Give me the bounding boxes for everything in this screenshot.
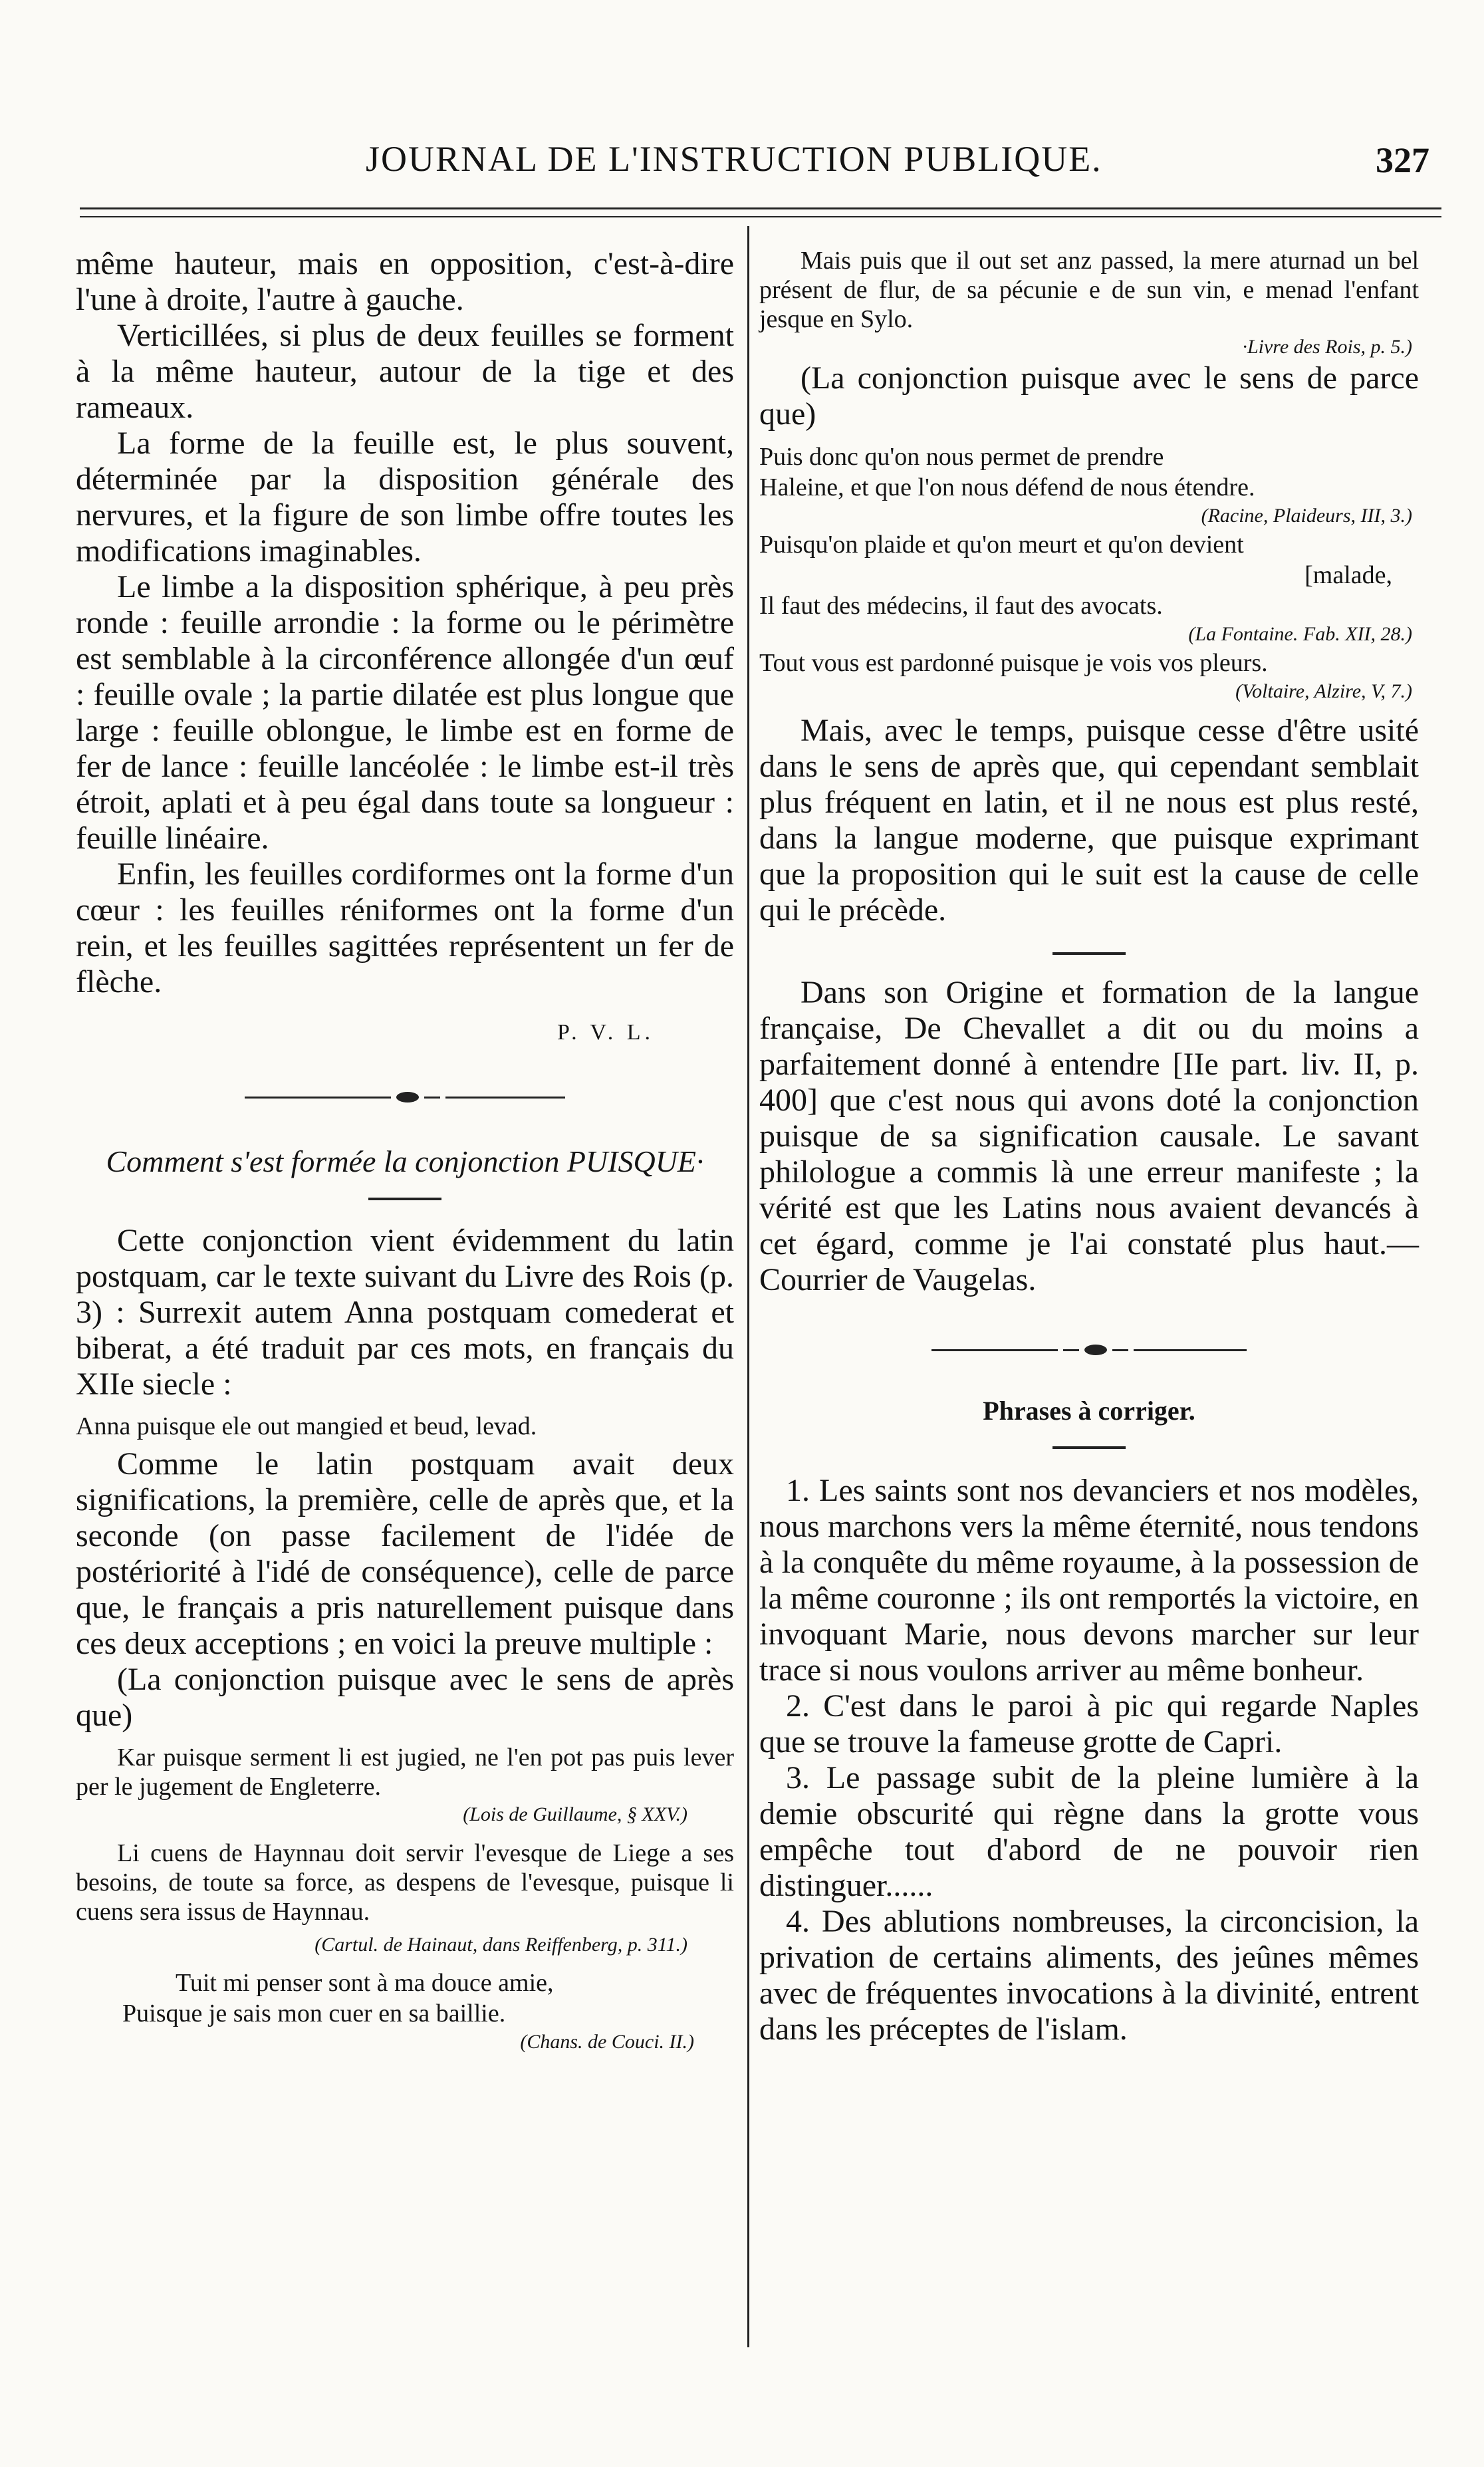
verse-line: Il faut des médecins, il faut des avocats.	[759, 592, 1163, 620]
header-rule	[80, 207, 1441, 217]
page-number: 327	[1376, 140, 1429, 180]
page-header	[80, 138, 1436, 198]
citation: (Lois de Guillaume, § XXV.)	[463, 1803, 687, 1825]
ornament-divider	[759, 1345, 1419, 1355]
short-rule	[1052, 952, 1126, 955]
quote: Anna puisque ele out mangied et beud, levad.	[76, 1412, 537, 1440]
list-item: 1. Les saints sont nos devanciers et nos modèles, nous marchons vers la même éternité, nous tendons à la conquête du même royaume, à la possession de la même couronne ; ils ont remportés la victoire, en invoquant Marie, nous devons marcher sur leur trace si nous voulons arriver au même bonheur.	[759, 1473, 1419, 1688]
list-item: 4. Des ablutions nombreuses, la circoncision, la privation de certains aliments, des jeûnes mêmes avec de fréquentes invocations à la divinité, entrent dans les préceptes de l'islam.	[759, 1904, 1419, 2047]
verse-line: Tuit mi penser sont à ma douce amie,	[176, 1969, 554, 1997]
citation: (Chans. de Couci. II.)	[520, 2031, 694, 2053]
short-rule	[368, 1198, 441, 1200]
paragraph: même hauteur, mais en opposition, c'est-à-dire l'une à droite, l'autre à gauche.	[76, 246, 734, 317]
paragraph: Comme le latin postquam avait deux significations, la première, celle de après que, et la seconde (on passe facilement de l'idée de postériorité à l'idé de conséquence), celle de parce que, le français a pris naturellement puisque dans ces deux acceptions ; en voici la preuve multiple :	[76, 1446, 734, 1661]
citation: (La Fontaine. Fab. XII, 28.)	[1188, 623, 1412, 645]
column-divider	[747, 226, 749, 2347]
citation: (Racine, Plaideurs, III, 3.)	[1201, 505, 1412, 527]
right-column	[759, 246, 1419, 2047]
section-title: Comment s'est formée la conjonction PUISQUE·	[106, 1144, 704, 1178]
paragraph: Verticillées, si plus de deux feuilles se forment à la même hauteur, autour de la tige et des rameaux.	[76, 318, 734, 425]
paragraph: Dans son Origine et formation de la langue française, De Chevallet a dit ou du moins a parfaitement donné à entendre [IIe part. liv. II, p. 400] que c'est nous qui avons doté la conjonction puisque de sa signification causale. Le savant philologue a commis là une erreur manifeste ; la vérité est que les Latins nous avaient devancés à cet égard, comme je l'ai constaté plus haut.—Courrier de Vaugelas.	[759, 975, 1419, 1297]
paragraph: Mais, avec le temps, puisque cesse d'être usité dans le sens de après que, qui cependant semblait plus fréquent en latin, et il ne nous est plus resté, dans la langue moderne, que puisque exprimant que la proposition qui le suit est la cause de celle qui le précède.	[759, 713, 1419, 928]
left-column	[76, 246, 734, 2055]
citation: (Cartul. de Hainaut, dans Reiffenberg, p. 311.)	[314, 1934, 687, 1956]
paragraph: (La conjonction puisque avec le sens de après que)	[76, 1662, 734, 1733]
verse-line: Haleine, et que l'on nous défend de nous étendre.	[759, 473, 1255, 501]
paragraph: Cette conjonction vient évidemment du latin postquam, car le texte suivant du Livre des Rois (p. 3) : Surrexit autem Anna postquam comederat et biberat, a été traduit par ces mots, en français du XIIe siecle :	[76, 1223, 734, 1402]
list-item: 2. C'est dans le paroi à pic qui regarde Naples que se trouve la fameuse grotte de Capri.	[759, 1688, 1419, 1759]
list-item: 3. Le passage subit de la pleine lumière à la demie obscurité qui règne dans la grotte vous empêche tout d'abord de ne pouvoir rien distinguer......	[759, 1760, 1419, 1903]
verse-line: [malade,	[1304, 561, 1392, 589]
paragraph: (La conjonction puisque avec le sens de parce que)	[759, 360, 1419, 432]
verse-line: Puisque je sais mon cuer en sa baillie.	[122, 2000, 506, 2027]
verse-line: Puis donc qu'on nous permet de prendre	[759, 443, 1164, 471]
quote: Mais puis que il out set anz passed, la mere aturnad un bel présent de flur, de sa pécunie e de sun vin, e menad l'enfant jesque en Sylo.	[759, 247, 1419, 333]
journal-title: JOURNAL DE L'INSTRUCTION PUBLIQUE.	[366, 139, 1102, 179]
section-title: Phrases à corriger.	[983, 1396, 1195, 1426]
quote: Kar puisque serment li est jugied, ne l'en pot pas puis lever per le jugement de Engleterre.	[76, 1744, 734, 1801]
quote: Li cuens de Haynnau doit servir l'evesque de Liege a ses besoins, de toute sa force, as despens de l'evesque, puisque li cuens sera issus de Haynnau.	[76, 1839, 734, 1926]
citation: (Voltaire, Alzire, V, 7.)	[1235, 680, 1412, 702]
citation: ·Livre des Rois, p. 5.)	[1242, 336, 1412, 358]
paragraph: Le limbe a la disposition sphérique, à peu près ronde : feuille arrondie : la forme ou le périmètre est semblable à la circonférence allongée d'un œuf : feuille ovale ; la partie dilatée est plus longue que large : feuille oblongue, le limbe est en forme de fer de lance : feuille lancéolée : le limbe est-il très étroit, aplati et à peu égal dans toute sa longueur : feuille linéaire.	[76, 569, 734, 856]
verse-line: Puisqu'on plaide et qu'on meurt et qu'on devient	[759, 531, 1244, 559]
short-rule	[1052, 1446, 1126, 1449]
paragraph: Enfin, les feuilles cordiformes ont la forme d'un cœur : les feuilles réniformes ont la forme d'un rein, et les feuilles sagittées représentent un fer de flèche.	[76, 856, 734, 999]
verse-line: Tout vous est pardonné puisque je vois vos pleurs.	[759, 649, 1268, 677]
signature: P. V. L.	[557, 1020, 654, 1045]
ornament-divider	[76, 1092, 734, 1103]
paragraph: La forme de la feuille est, le plus souvent, déterminée par la disposition générale des nervures, et la figure de son limbe offre toutes les modifications imaginables.	[76, 426, 734, 569]
